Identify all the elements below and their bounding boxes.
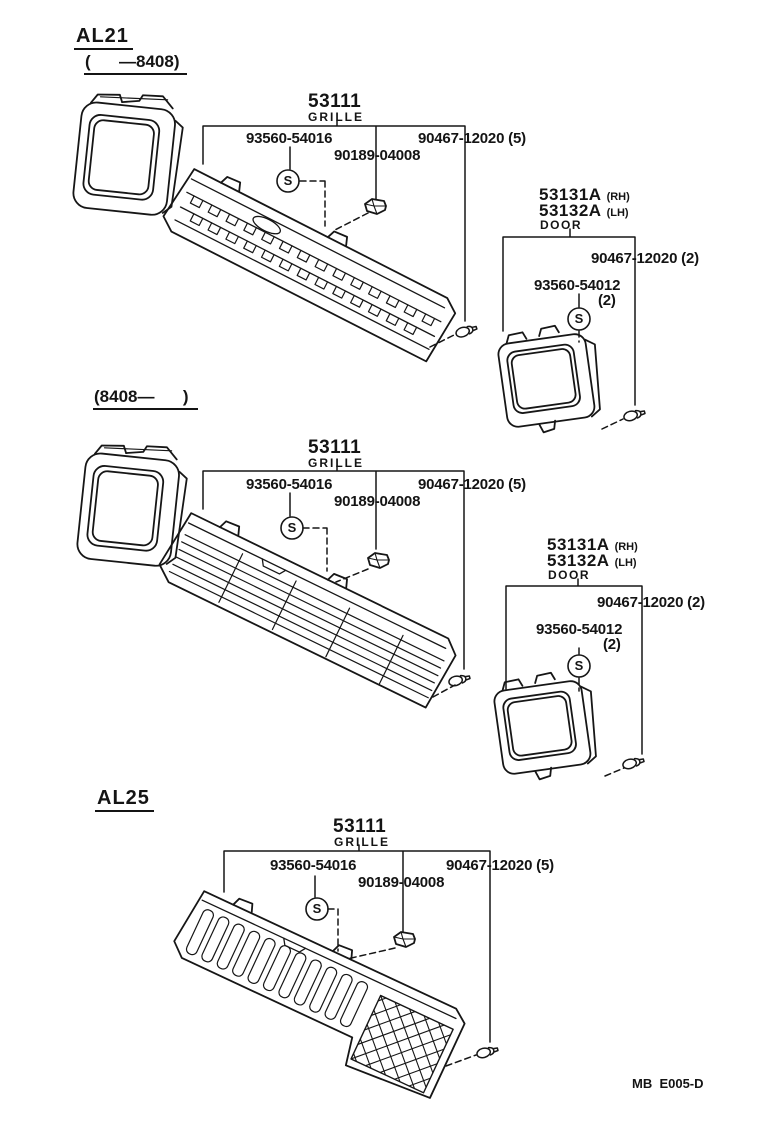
door-screw-part-number: 93560-54012 bbox=[534, 277, 621, 294]
headlamp-door-drawing bbox=[491, 668, 602, 784]
door-part-name: DOOR bbox=[540, 218, 582, 232]
page-code: MB E005-D bbox=[632, 1076, 704, 1091]
grille-bolt-part-number: 90467-12020 (5) bbox=[418, 130, 526, 147]
model-label-al25: AL25 bbox=[95, 788, 154, 812]
grille-part-name: GRILLE bbox=[334, 835, 390, 849]
range-label-late: (8408— ) bbox=[93, 388, 198, 410]
model-label-al21: AL21 bbox=[74, 26, 133, 50]
grille-screw-part-number: 93560-54016 bbox=[246, 476, 333, 493]
screw-symbol-letter: S bbox=[287, 520, 297, 535]
grille-part-name: GRILLE bbox=[308, 110, 364, 124]
grille-drawing-al21-early bbox=[159, 158, 464, 363]
screw-icon bbox=[455, 323, 478, 338]
screw-icon bbox=[476, 1045, 499, 1059]
clip-icon bbox=[365, 199, 386, 214]
door-screw-quantity: (2) bbox=[598, 292, 616, 309]
door-screw-quantity: (2) bbox=[603, 636, 621, 653]
door-bolt-part-number: 90467-12020 (2) bbox=[591, 250, 699, 267]
lh-tag: (LH) bbox=[614, 557, 637, 569]
clip-icon bbox=[368, 553, 389, 568]
screw-icon bbox=[622, 756, 645, 770]
screw-symbol-letter: S bbox=[574, 658, 584, 673]
grille-screw-part-number: 93560-54016 bbox=[246, 130, 333, 147]
grille-part-number: 53111 bbox=[308, 437, 362, 458]
grille-part-number: 53111 bbox=[333, 816, 387, 837]
door-part-name: DOOR bbox=[548, 568, 590, 582]
range-label-early: ( —8408) bbox=[84, 53, 187, 75]
screw-symbol-letter: S bbox=[574, 311, 584, 326]
grille-screw-part-number: 93560-54016 bbox=[270, 857, 357, 874]
door-part-number-rh-value: 53131A bbox=[539, 185, 602, 204]
door-screw-part-number: 93560-54012 bbox=[536, 621, 623, 638]
door-part-number-lh bbox=[547, 552, 637, 569]
door-part-number-lh-value: 53132A bbox=[539, 201, 602, 220]
grille-clip-part-number: 90189-04008 bbox=[334, 147, 421, 164]
screw-symbol-letter: S bbox=[283, 173, 293, 188]
headlamp-bezel-drawing bbox=[72, 88, 186, 217]
lh-tag: (LH) bbox=[606, 207, 629, 219]
grille-bolt-part-number: 90467-12020 (5) bbox=[446, 857, 554, 874]
door-part-number-lh-value: 53132A bbox=[547, 551, 610, 570]
rh-tag: (RH) bbox=[606, 191, 630, 203]
grille-part-number: 53111 bbox=[308, 91, 362, 112]
door-part-number-rh-value: 53131A bbox=[547, 535, 610, 554]
headlamp-bezel-drawing bbox=[76, 439, 190, 568]
rh-tag: (RH) bbox=[614, 541, 638, 553]
grille-bolt-part-number: 90467-12020 (5) bbox=[418, 476, 526, 493]
clip-icon bbox=[394, 932, 415, 947]
door-bolt-part-number: 90467-12020 (2) bbox=[597, 594, 705, 611]
door-part-number-lh bbox=[539, 202, 629, 219]
grille-clip-part-number: 90189-04008 bbox=[358, 874, 445, 891]
grille-part-name: GRILLE bbox=[308, 456, 364, 470]
grille-clip-part-number: 90189-04008 bbox=[334, 493, 421, 510]
screw-symbol-letter: S bbox=[312, 901, 322, 916]
grille-drawing-al21-late bbox=[154, 502, 465, 709]
leader-lines-grille-3 bbox=[224, 845, 490, 1066]
screw-icon bbox=[623, 408, 646, 422]
screw-icon bbox=[448, 673, 471, 687]
headlamp-door-drawing bbox=[495, 321, 606, 437]
